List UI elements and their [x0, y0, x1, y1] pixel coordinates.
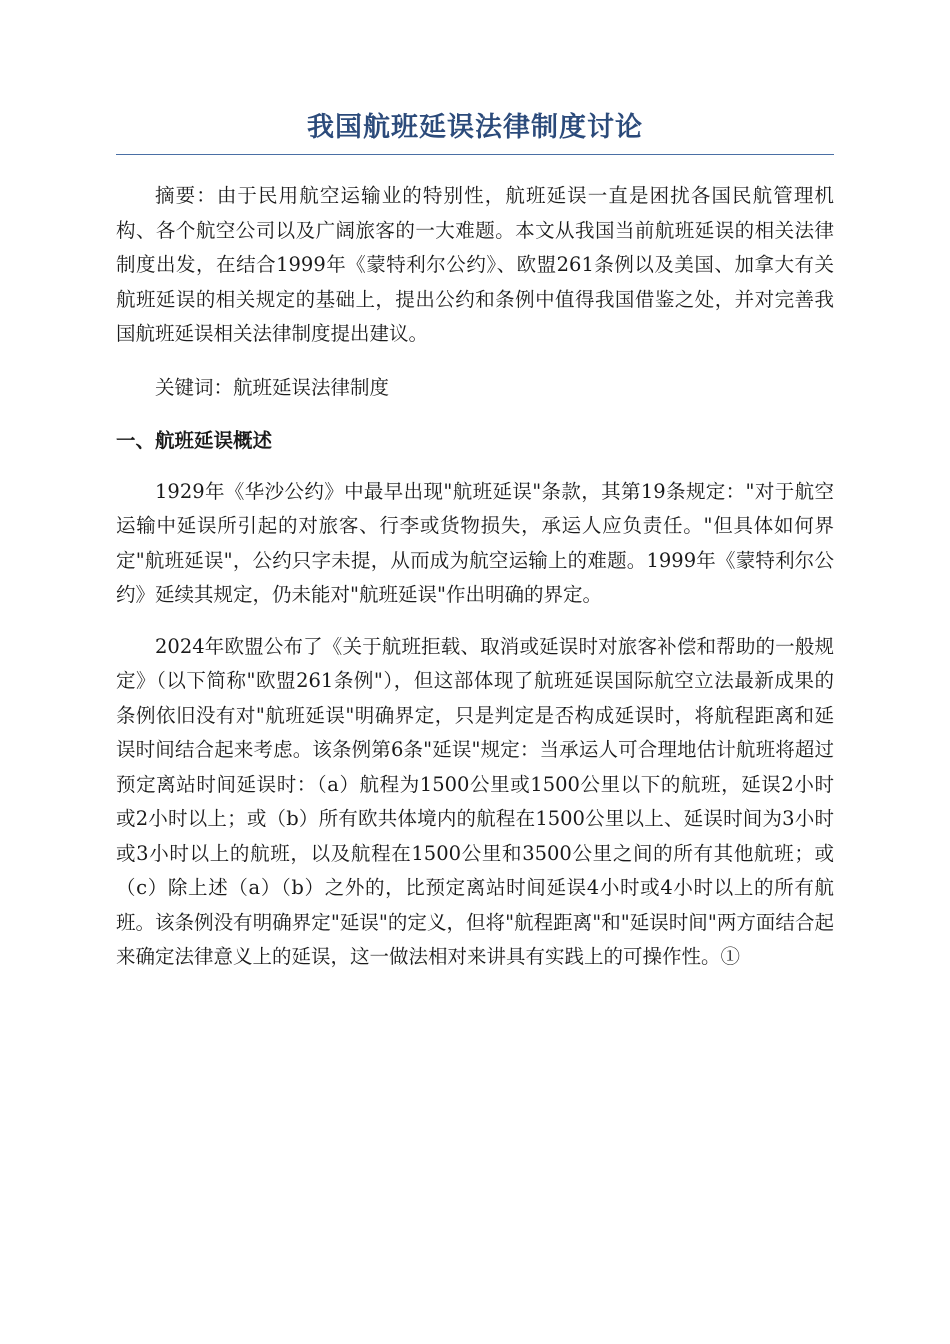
section-heading: 一、航班延误概述 [116, 429, 273, 452]
body-paragraph-2: 2024年欧盟公布了《关于航班拒载、取消或延误时对旅客补偿和帮助的一般规定》（以下简称"欧盟261条例"），但这部体现了航班延误国际航空立法最新成果的条例依旧没有对"航班延误"明确界定，只是判定是否构成延误时，将航程距离和延误时间结合起来考虑。该条例第6条"延误"规定：当承运人可合理地估计航班将超过预定离站时间延误时：（a）航程为1500公里或1500公里以下的航班，延误2小时或2小时以上；或（b）所有欧共体境内的航程在1500公里以上、延误时间为3小时或3小时以上的航班，以及航程在1500公里和3500公里之间的所有其他航班；或（c）除上述（a）（b）之外的，比预定离站时间延误4小时或4小时以上的所有航班。该条例没有明确界定"延误"的定义，但将"航程距离"和"延误时间"两方面结合起来确定法律意义上的延误，这一做法相对来讲具有实践上的可操作性。① [116, 634, 834, 968]
document-page [116, 108, 834, 975]
abstract-paragraph: 摘要：由于民用航空运输业的特别性，航班延误一直是困扰各国民航管理机构、各个航空公司以及广阔旅客的一大难题。本文从我国当前航班延误的相关法律制度出发，在结合1999年《蒙特利尔公约》、欧盟261条例以及美国、加拿大有关航班延误的相关规定的基础上，提出公约和条例中值得我国借鉴之处，并对完善我国航班延误相关法律制度提出建议。 [116, 184, 834, 345]
body-paragraph-1: 1929年《华沙公约》中最早出现"航班延误"条款，其第19条规定："对于航空运输中延误所引起的对旅客、行李或货物损失，承运人应负责任。"但具体如何界定"航班延误"，公约只字未提，从而成为航空运输上的难题。1999年《蒙特利尔公约》延续其规定，仍未能对"航班延误"作出明确的界定。 [116, 479, 834, 606]
keywords-paragraph: 关键词：航班延误法律制度 [155, 375, 390, 399]
document-title: 我国航班延误法律制度讨论 [116, 108, 834, 155]
